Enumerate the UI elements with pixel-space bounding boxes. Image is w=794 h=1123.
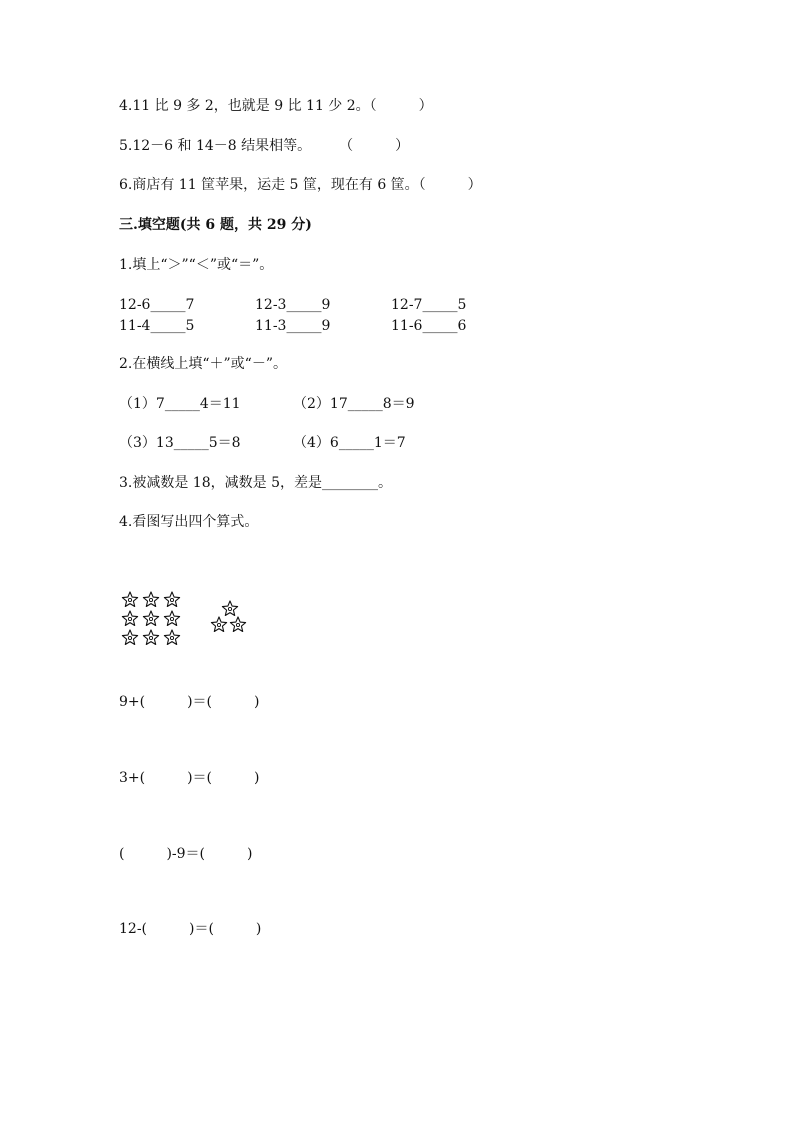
compare-item: 12-7_____5 bbox=[391, 297, 467, 313]
star-center-icon bbox=[149, 617, 152, 620]
fill-question-2-prompt: 2.在横线上填“＋”或“－”。 bbox=[119, 356, 287, 372]
star-center-icon bbox=[228, 607, 231, 610]
operator-item: （2）17_____8＝9 bbox=[293, 396, 415, 412]
star-icon bbox=[211, 617, 226, 631]
section-title: 三.填空题(共 6 题，共 29 分) bbox=[119, 217, 312, 233]
star-icon bbox=[122, 611, 137, 625]
compare-item: 11-6_____6 bbox=[391, 318, 467, 334]
compare-item: 11-3_____9 bbox=[255, 318, 331, 334]
star-center-icon bbox=[149, 598, 152, 601]
judgement-question-5: 5.12－6 和 14－8 结果相等。 （ ） bbox=[119, 138, 410, 154]
equation-line: 9+( )＝( ) bbox=[119, 694, 260, 710]
operator-item: （4）6_____1＝7 bbox=[293, 435, 406, 451]
judgement-question-6: 6.商店有 11 筐苹果，运走 5 筐，现在有 6 筐。（ ） bbox=[119, 177, 482, 193]
star-center-icon bbox=[149, 636, 152, 639]
operator-item: （3）13_____5＝8 bbox=[119, 435, 241, 451]
star-center-icon bbox=[170, 598, 173, 601]
star-group-nine bbox=[120, 590, 190, 648]
compare-item: 11-4_____5 bbox=[119, 318, 195, 334]
fill-question-3: 3.被减数是 18，减数是 5，差是________。 bbox=[119, 475, 392, 491]
star-center-icon bbox=[236, 623, 239, 626]
operator-item: （1）7_____4＝11 bbox=[119, 396, 241, 412]
star-icon bbox=[122, 592, 137, 606]
star-icon bbox=[143, 630, 158, 644]
star-center-icon bbox=[128, 636, 131, 639]
star-center-icon bbox=[170, 617, 173, 620]
star-icon bbox=[230, 617, 245, 631]
fill-question-4-prompt: 4.看图写出四个算式。 bbox=[119, 514, 259, 530]
star-icon bbox=[164, 611, 179, 625]
equation-line: 12-( )＝( ) bbox=[119, 921, 262, 937]
star-center-icon bbox=[128, 598, 131, 601]
compare-item: 12-6_____7 bbox=[119, 297, 195, 313]
star-group-three bbox=[210, 600, 250, 636]
star-center-icon bbox=[170, 636, 173, 639]
star-icon bbox=[222, 601, 237, 615]
equation-line: ( )-9＝( ) bbox=[119, 846, 253, 862]
equation-line: 3+( )＝( ) bbox=[119, 770, 260, 786]
star-center-icon bbox=[128, 617, 131, 620]
compare-item: 12-3_____9 bbox=[255, 297, 331, 313]
star-icon bbox=[143, 592, 158, 606]
star-icon bbox=[143, 611, 158, 625]
star-icon bbox=[164, 630, 179, 644]
star-center-icon bbox=[217, 623, 220, 626]
star-icon bbox=[122, 630, 137, 644]
judgement-question-4: 4.11 比 9 多 2，也就是 9 比 11 少 2。（ ） bbox=[119, 98, 433, 114]
star-icon bbox=[164, 592, 179, 606]
fill-question-1-prompt: 1.填上“＞”“＜”或“＝”。 bbox=[119, 257, 274, 273]
